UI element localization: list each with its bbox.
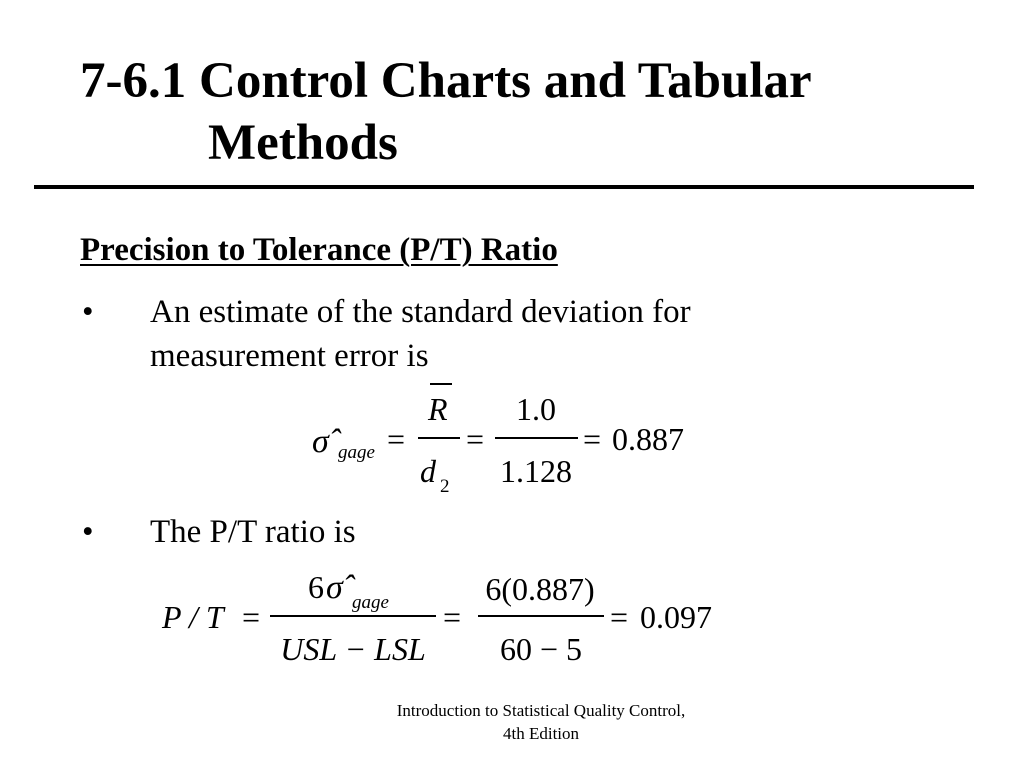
bullet-marker: •: [82, 514, 94, 550]
numerator: 1.0: [516, 391, 556, 427]
title-line-1: 7-6.1 Control Charts and Tabular: [80, 53, 812, 109]
result: 0.097: [640, 599, 712, 635]
equals-sign: =: [583, 421, 602, 457]
equals-sign: =: [387, 421, 406, 457]
d2-subscript: 2: [440, 476, 450, 497]
bullet-marker: •: [82, 294, 94, 330]
sigma-subscript: gage: [338, 442, 375, 463]
numerator: 6(0.887): [485, 571, 595, 607]
equals-sign: =: [443, 599, 462, 635]
r-bar: R: [428, 391, 448, 427]
equals-sign: =: [242, 599, 261, 635]
denominator: 1.128: [500, 453, 572, 489]
footer-line-2: 4th Edition: [502, 724, 580, 743]
sigma-hat: σ̂: [312, 423, 329, 460]
footer-line-1: Introduction to Statistical Quality Control,: [396, 701, 686, 720]
title-line-2: Methods: [208, 115, 398, 171]
equals-sign: =: [610, 599, 629, 635]
footer: [360, 699, 722, 745]
equation-pt-ratio: [161, 569, 712, 667]
sigma-subscript: gage: [352, 592, 389, 613]
bullet-text: An estimate of the standard deviation for measurement error is: [150, 294, 691, 374]
denominator: 60 − 5: [499, 631, 583, 667]
section-heading: Precision to Tolerance (P/T) Ratio: [80, 232, 558, 268]
result: 0.887: [612, 421, 684, 457]
equation-sigma-gage: [312, 384, 684, 497]
equals-sign: =: [466, 421, 485, 457]
d2-base: d: [420, 453, 436, 489]
denominator: USL − LSL: [280, 631, 426, 667]
six: 6: [308, 569, 324, 605]
pt-lhs: P / T: [162, 599, 224, 635]
bullet-text: The P/T ratio is: [150, 514, 356, 550]
sigma-hat: σ̂: [326, 569, 343, 606]
